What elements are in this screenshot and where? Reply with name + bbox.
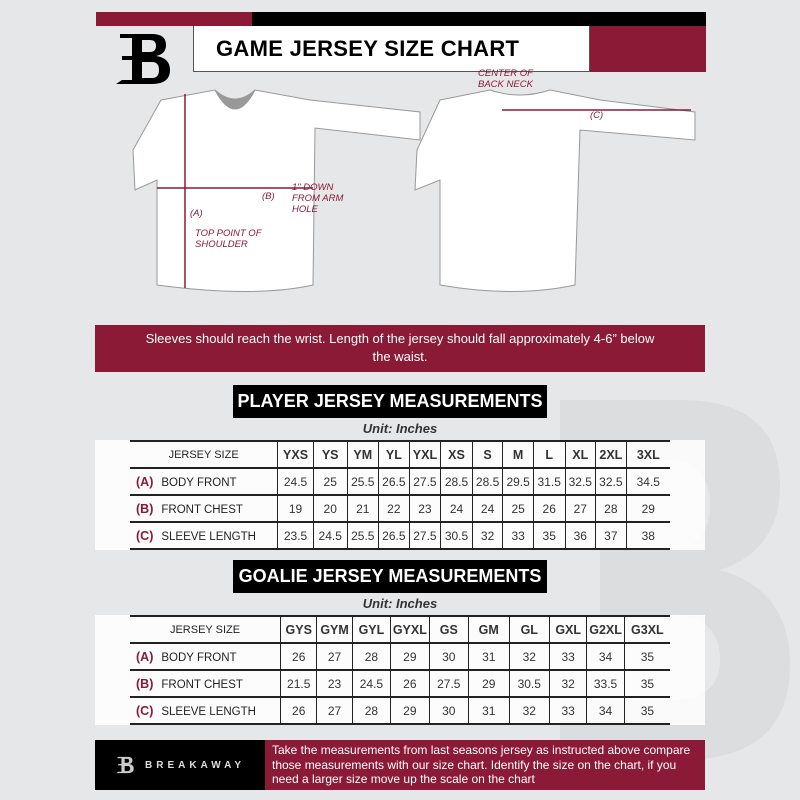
table-header-row bbox=[130, 616, 670, 643]
table-row bbox=[130, 670, 670, 697]
measurement-cell: 28 bbox=[596, 495, 627, 522]
size-column-header: M bbox=[503, 441, 534, 468]
measurement-cell: 35 bbox=[624, 670, 670, 697]
measurement-cell: 32 bbox=[472, 522, 503, 549]
measurement-cell: 27 bbox=[565, 495, 596, 522]
goalie-section-title: GOALIE JERSEY MEASUREMENTS bbox=[233, 560, 547, 593]
table-row bbox=[130, 697, 670, 724]
measurement-cell: 38 bbox=[626, 522, 670, 549]
measurement-cell: 24.5 bbox=[352, 670, 390, 697]
size-column-header: XS bbox=[441, 441, 473, 468]
size-column-header: GXL bbox=[550, 616, 587, 643]
footer-instructions: Take the measurements from last seasons jersey as instructed above compare those measurements with our size chart. Identify the size on the chart, if you need a larger size move up the scale on the chart bbox=[265, 740, 705, 790]
row-code: (A) bbox=[136, 474, 154, 489]
measurement-cell: 31 bbox=[469, 643, 510, 670]
row-name: FRONT CHEST bbox=[161, 503, 243, 516]
measurement-cell: 22 bbox=[379, 495, 410, 522]
size-column-header: G3XL bbox=[624, 616, 670, 643]
label-a: (A) bbox=[190, 208, 203, 219]
row-code: (B) bbox=[136, 676, 154, 691]
jersey-diagram bbox=[95, 70, 715, 310]
measurement-cell: 34.5 bbox=[626, 468, 670, 495]
size-column-header: L bbox=[533, 441, 565, 468]
page-title: GAME JERSEY SIZE CHART bbox=[193, 26, 590, 72]
measurement-cell: 26 bbox=[281, 697, 317, 724]
row-label bbox=[130, 468, 278, 495]
label-a-desc: TOP POINT OF SHOULDER bbox=[195, 228, 262, 250]
size-column-header: GM bbox=[469, 616, 510, 643]
measurement-cell: 32 bbox=[509, 697, 550, 724]
size-column-header: G2XL bbox=[587, 616, 624, 643]
measurement-cell: 27 bbox=[317, 643, 352, 670]
goalie-size-table bbox=[130, 615, 670, 725]
size-column-header: XL bbox=[565, 441, 596, 468]
player-unit: Unit: Inches bbox=[362, 421, 438, 436]
row-label bbox=[130, 670, 281, 697]
measurement-cell: 33 bbox=[550, 697, 587, 724]
measurement-cell: 32 bbox=[509, 643, 550, 670]
measurement-cell: 32.5 bbox=[596, 468, 627, 495]
measurement-cell: 37 bbox=[596, 522, 627, 549]
measurement-cell: 35 bbox=[624, 697, 670, 724]
row-label bbox=[130, 522, 278, 549]
top-bar bbox=[252, 12, 706, 26]
measurement-cell: 30 bbox=[429, 643, 468, 670]
size-header: JERSEY SIZE bbox=[130, 616, 281, 643]
measurement-cell: 30.5 bbox=[441, 522, 473, 549]
label-b-desc: 1" DOWN FROM ARM HOLE bbox=[292, 182, 344, 215]
measurement-cell: 28 bbox=[352, 697, 390, 724]
measurement-cell: 27.5 bbox=[409, 522, 441, 549]
table-row bbox=[130, 468, 670, 495]
measurement-cell: 25 bbox=[503, 495, 534, 522]
measurement-cell: 25.5 bbox=[347, 468, 379, 495]
measurement-cell: 25.5 bbox=[347, 522, 379, 549]
size-column-header: YM bbox=[347, 441, 379, 468]
label-c: (C) bbox=[590, 110, 604, 121]
measurement-cell: 27 bbox=[317, 697, 352, 724]
footer-brand bbox=[95, 740, 265, 790]
measurement-cell: 32.5 bbox=[565, 468, 596, 495]
row-name: SLEEVE LENGTH bbox=[161, 705, 256, 718]
size-column-header: GS bbox=[429, 616, 468, 643]
row-name: BODY FRONT bbox=[161, 651, 237, 664]
measurement-cell: 33 bbox=[550, 643, 587, 670]
table-header-row bbox=[130, 441, 670, 468]
measurement-cell: 31.5 bbox=[533, 468, 565, 495]
size-column-header: 3XL bbox=[626, 441, 670, 468]
measurement-cell: 23 bbox=[409, 495, 441, 522]
measurement-cell: 24 bbox=[441, 495, 473, 522]
measurement-cell: 28.5 bbox=[472, 468, 503, 495]
size-column-header: GYL bbox=[352, 616, 390, 643]
table-row bbox=[130, 643, 670, 670]
breakaway-logo-small bbox=[115, 753, 135, 777]
measurement-cell: 21 bbox=[347, 495, 379, 522]
table-row bbox=[130, 522, 670, 549]
measurement-cell: 29 bbox=[469, 670, 510, 697]
row-label bbox=[130, 495, 278, 522]
measurement-cell: 25 bbox=[313, 468, 347, 495]
size-column-header: YXL bbox=[409, 441, 441, 468]
size-column-header: YL bbox=[379, 441, 410, 468]
measurement-cell: 33 bbox=[503, 522, 534, 549]
measurement-cell: 26.5 bbox=[379, 522, 410, 549]
top-bar-accent bbox=[96, 12, 252, 26]
row-name: SLEEVE LENGTH bbox=[161, 530, 256, 543]
size-column-header: GYXL bbox=[391, 616, 429, 643]
measurement-cell: 20 bbox=[313, 495, 347, 522]
size-column-header: GYM bbox=[317, 616, 352, 643]
size-column-header: GYS bbox=[281, 616, 317, 643]
measurement-cell: 26 bbox=[281, 643, 317, 670]
measurement-cell: 29 bbox=[391, 697, 429, 724]
label-b: (B) bbox=[262, 191, 275, 202]
measurement-cell: 29 bbox=[626, 495, 670, 522]
measurement-cell: 32 bbox=[550, 670, 587, 697]
brand-name: BREAKAWAY bbox=[145, 759, 246, 771]
measurement-cell: 29 bbox=[391, 643, 429, 670]
measurement-cell: 24 bbox=[472, 495, 503, 522]
size-column-header: YXS bbox=[278, 441, 314, 468]
row-name: BODY FRONT bbox=[161, 476, 237, 489]
measurement-cell: 23.5 bbox=[278, 522, 314, 549]
measurement-cell: 36 bbox=[565, 522, 596, 549]
measurement-cell: 28.5 bbox=[441, 468, 473, 495]
player-size-table bbox=[130, 440, 670, 550]
measurement-cell: 29.5 bbox=[503, 468, 534, 495]
measurement-cell: 26 bbox=[533, 495, 565, 522]
row-code: (C) bbox=[136, 528, 154, 543]
measurement-cell: 35 bbox=[624, 643, 670, 670]
measurement-cell: 27.5 bbox=[429, 670, 468, 697]
measurement-cell: 28 bbox=[352, 643, 390, 670]
measurement-cell: 33.5 bbox=[587, 670, 624, 697]
row-name: FRONT CHEST bbox=[161, 678, 243, 691]
instruction-banner: Sleeves should reach the wrist. Length of the jersey should fall approximately 4-6” below the waist. bbox=[95, 325, 705, 372]
measurement-cell: 21.5 bbox=[281, 670, 317, 697]
measurement-cell: 31 bbox=[469, 697, 510, 724]
size-header: JERSEY SIZE bbox=[130, 441, 278, 468]
measurement-cell: 34 bbox=[587, 697, 624, 724]
measurement-cell: 19 bbox=[278, 495, 314, 522]
size-column-header: GL bbox=[509, 616, 550, 643]
measurement-cell: 23 bbox=[317, 670, 352, 697]
row-code: (A) bbox=[136, 649, 154, 664]
size-column-header: 2XL bbox=[596, 441, 627, 468]
goalie-unit: Unit: Inches bbox=[362, 596, 438, 611]
size-column-header: S bbox=[472, 441, 503, 468]
table-row bbox=[130, 495, 670, 522]
row-code: (B) bbox=[136, 501, 154, 516]
player-section-title: PLAYER JERSEY MEASUREMENTS bbox=[233, 385, 547, 418]
label-c-desc: CENTER OF BACK NECK bbox=[478, 68, 533, 90]
measurement-cell: 24.5 bbox=[278, 468, 314, 495]
measurement-cell: 26 bbox=[391, 670, 429, 697]
measurement-cell: 35 bbox=[533, 522, 565, 549]
measurement-cell: 30 bbox=[429, 697, 468, 724]
title-accent bbox=[590, 26, 706, 72]
measurement-cell: 24.5 bbox=[313, 522, 347, 549]
row-label bbox=[130, 643, 281, 670]
measurement-cell: 30.5 bbox=[509, 670, 550, 697]
size-column-header: YS bbox=[313, 441, 347, 468]
measurement-cell: 26.5 bbox=[379, 468, 410, 495]
row-label bbox=[130, 697, 281, 724]
measurement-cell: 27.5 bbox=[409, 468, 441, 495]
measurement-cell: 34 bbox=[587, 643, 624, 670]
row-code: (C) bbox=[136, 703, 154, 718]
